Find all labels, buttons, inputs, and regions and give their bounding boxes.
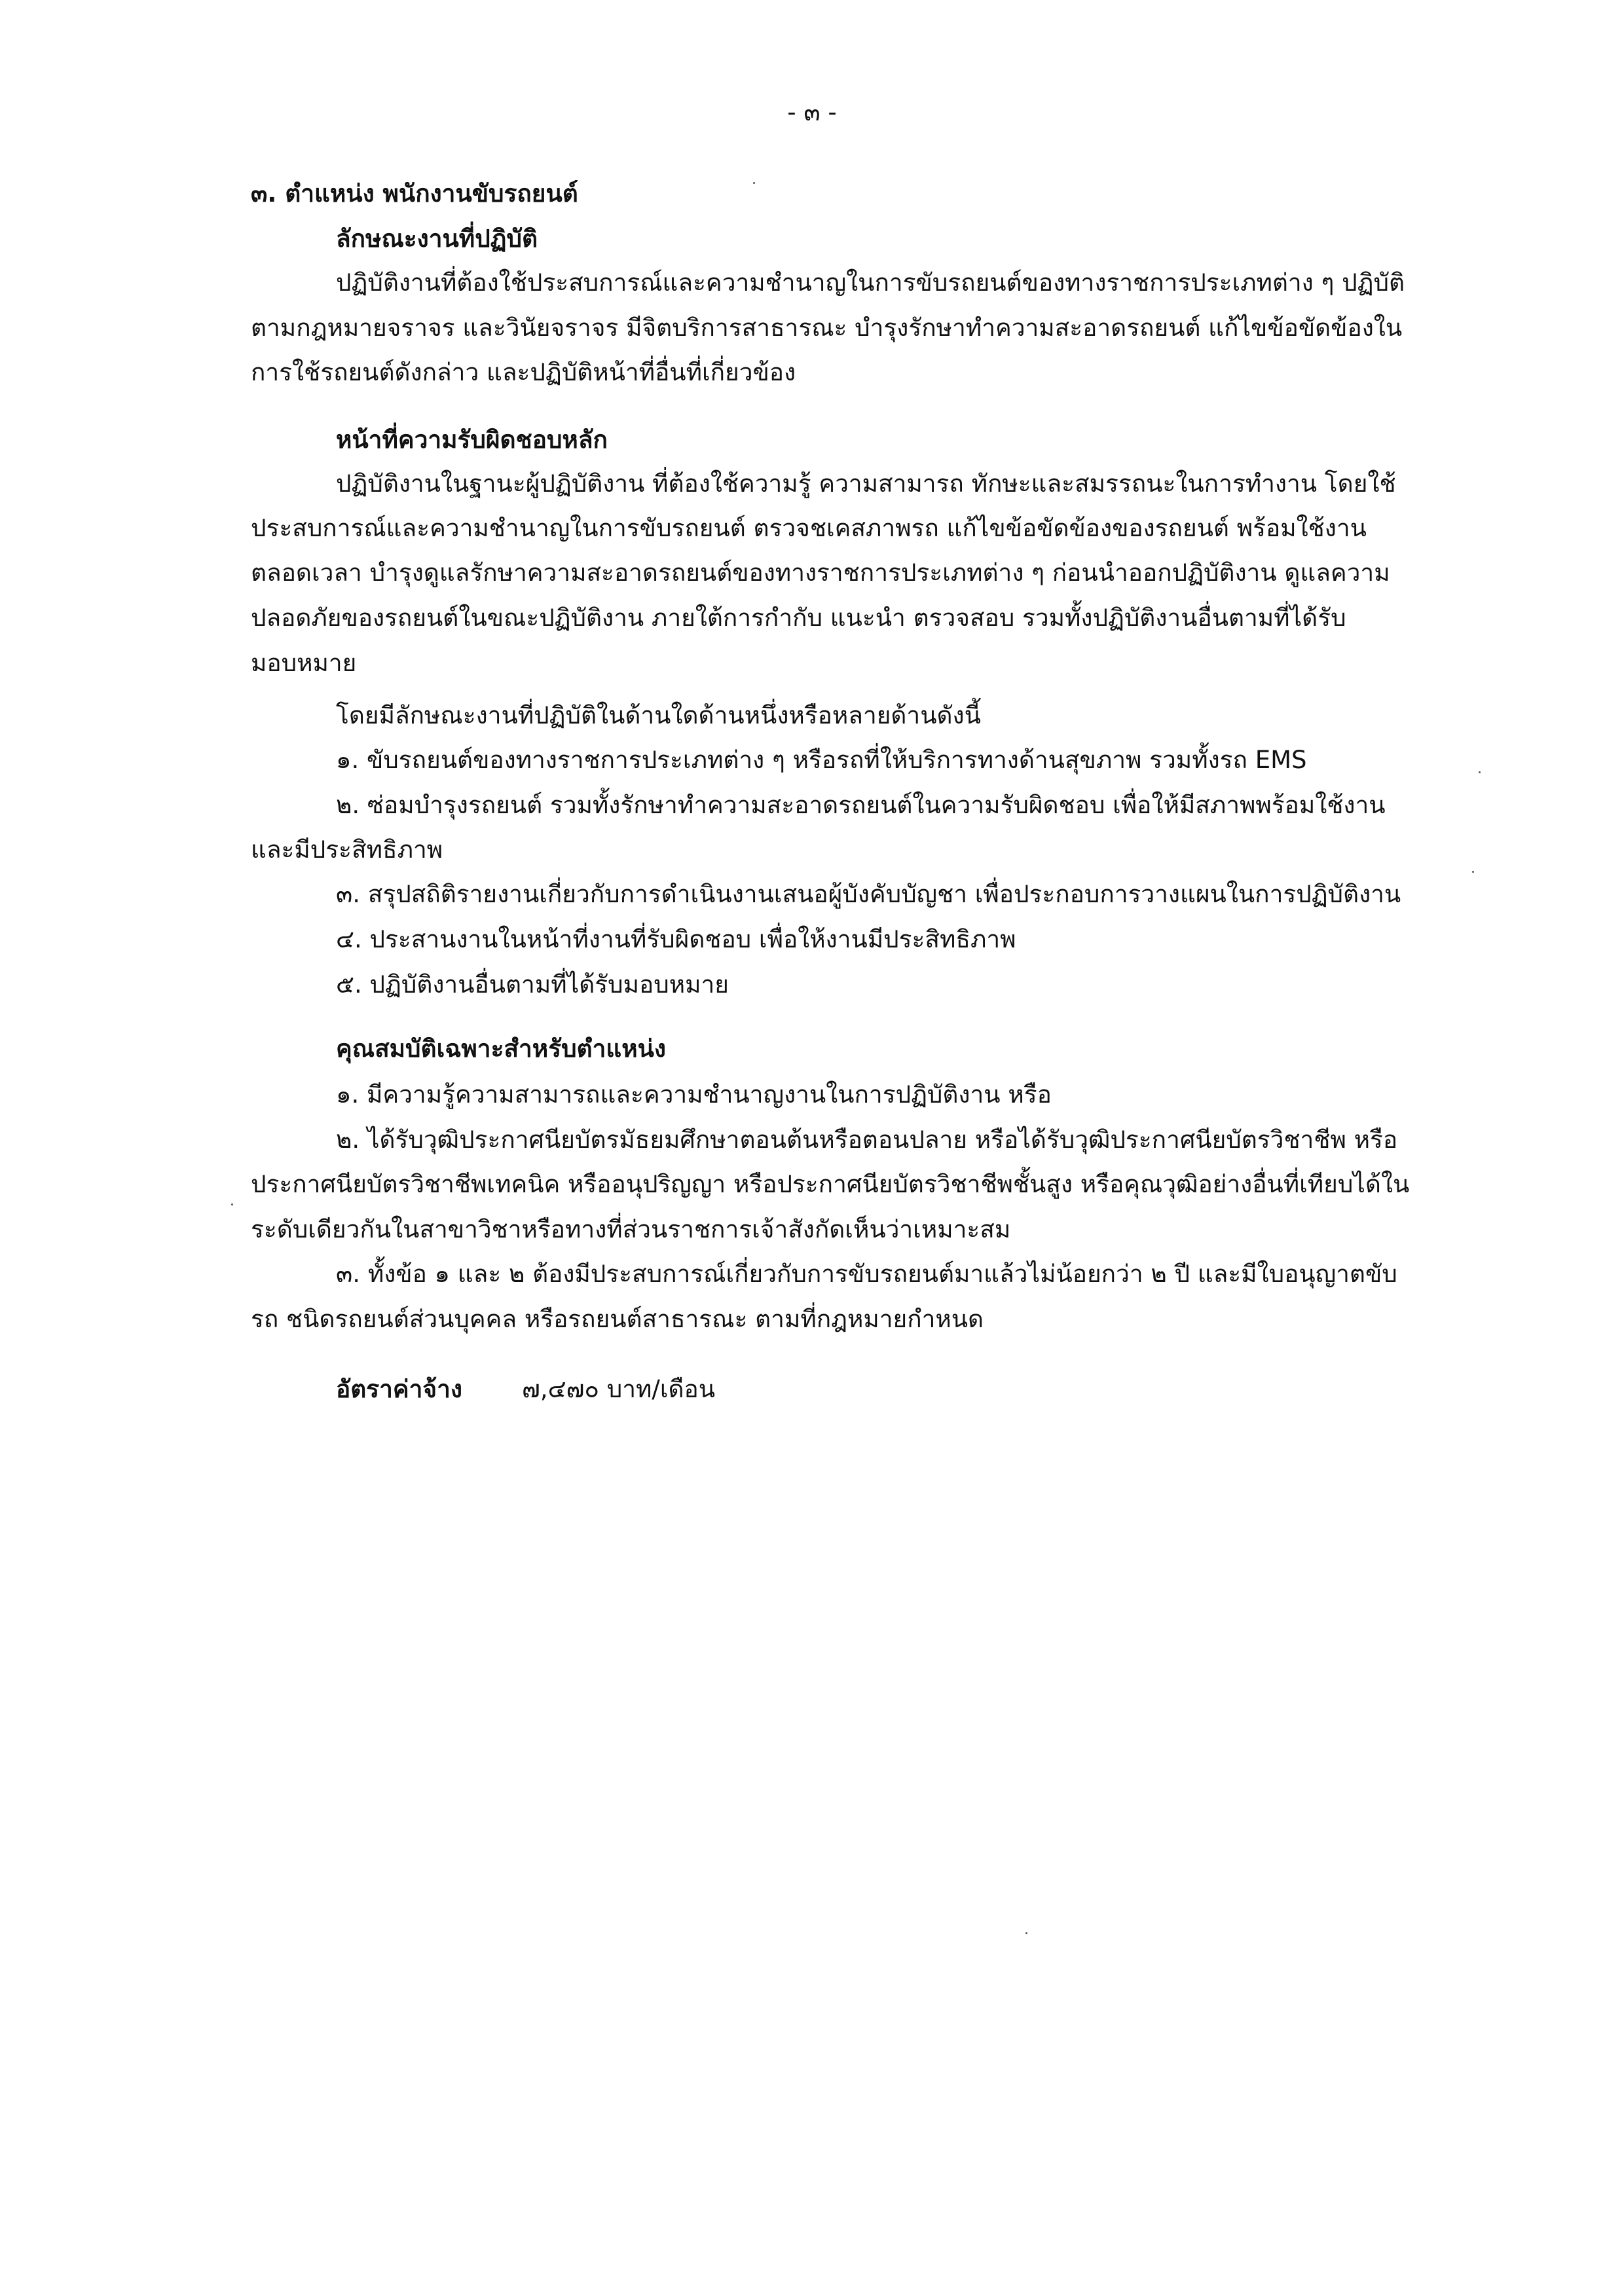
job-nature-line: ปฏิบัติงานที่ต้องใช้ประสบการณ์และความชำนาญในการขับรถยนต์ของทางราชการประเภทต่าง ๆ ปฏิบัติ bbox=[336, 268, 1405, 297]
qualifications-line: ๒. ได้รับวุฒิประกาศนียบัตรมัธยมศึกษาตอนต้นหรือตอนปลาย หรือได้รับวุฒิประกาศนียบัตรวิชาชีพ หรือ bbox=[336, 1126, 1398, 1154]
duties-line: ประสบการณ์และความชำนาญในการขับรถยนต์ ตรวจชเคสภาพรถ แก้ไขข้อขัดข้องของรถยนต์ พร้อมใช้งาน bbox=[251, 514, 1367, 542]
scan-speck bbox=[1472, 871, 1474, 873]
job-nature-line: การใช้รถยนต์ดังกล่าว และปฏิบัติหน้าที่อื่นที่เกี่ยวข้อง bbox=[251, 358, 796, 386]
duties-heading: หน้าที่ความรับผิดชอบหลัก bbox=[336, 426, 608, 454]
duties-item: ๑. ขับรถยนต์ของทางราชการประเภทต่าง ๆ หรือรถที่ให้บริการทางด้านสุขภาพ รวมทั้งรถ EMS bbox=[336, 746, 1307, 774]
qualifications-line: ๑. มีความรู้ความสามารถและความชำนาญงานในการปฏิบัติงาน หรือ bbox=[336, 1080, 1052, 1109]
scan-speck bbox=[1025, 1932, 1027, 1934]
qualifications-line: รถ ชนิดรถยนต์ส่วนบุคคล หรือรถยนต์สาธารณะ ตามที่กฎหมายกำหนด bbox=[251, 1305, 984, 1333]
qualifications-line: ระดับเดียวกันในสาขาวิชาหรือทางที่ส่วนราชการเจ้าสังกัดเห็นว่าเหมาะสม bbox=[251, 1215, 1011, 1243]
duties-intro: โดยมีลักษณะงานที่ปฏิบัติในด้านใดด้านหนึ่งหรือหลายด้านดังนี้ bbox=[336, 701, 981, 729]
scan-speck bbox=[1479, 771, 1481, 773]
duties-item: ๓. สรุปสถิติรายงานเกี่ยวกับการดำเนินงานเสนอผู้บังคับบัญชา เพื่อประกอบการวางแผนในการปฏิบัติงาน bbox=[336, 880, 1401, 908]
qualifications-line: ประกาศนียบัตรวิชาชีพเทคนิค หรืออนุปริญญา หรือประกาศนียบัตรวิชาชีพชั้นสูง หรือคุณวุฒิอย่างอื่นที่เทียบได้ใน bbox=[251, 1170, 1410, 1198]
duties-item: ๔. ประสานงานในหน้าที่งานที่รับผิดชอบ เพื่อให้งานมีประสิทธิภาพ bbox=[336, 925, 1016, 953]
duties-line: ปลอดภัยของรถยนต์ในขณะปฏิบัติงาน ภายใต้การกำกับ แนะนำ ตรวจสอบ รวมทั้งปฏิบัติงานอื่นตามที่ได้รับ bbox=[251, 604, 1346, 632]
scan-speck bbox=[231, 1203, 233, 1205]
scan-speck bbox=[753, 182, 755, 184]
qualifications-heading: คุณสมบัติเฉพาะสำหรับตำแหน่ง bbox=[336, 1035, 666, 1063]
wage-value: ๗,๔๗๐ บาท/เดือน bbox=[522, 1375, 716, 1403]
duties-line: ปฏิบัติงานในฐานะผู้ปฏิบัติงาน ที่ต้องใช้ความรู้ ความสามารถ ทักษะและสมรรถนะในการทำงาน โดยใช้ bbox=[336, 469, 1396, 498]
duties-item: และมีประสิทธิภาพ bbox=[251, 835, 443, 864]
position-heading: ๓. ตำแหน่ง พนักงานขับรถยนต์ bbox=[251, 179, 578, 208]
job-nature-line: ตามกฎหมายจราจร และวินัยจราจร มีจิตบริการสาธารณะ บำรุงรักษาทำความสะอาดรถยนต์ แก้ไขข้อขัดข้องใน bbox=[251, 314, 1403, 342]
job-nature-heading: ลักษณะงานที่ปฏิบัติ bbox=[336, 225, 538, 253]
wage-label: อัตราค่าจ้าง bbox=[336, 1375, 462, 1403]
qualifications-line: ๓. ทั้งข้อ ๑ และ ๒ ต้องมีประสบการณ์เกี่ยวกับการขับรถยนต์มาแล้วไม่น้อยกว่า ๒ ปี และมีใบอนุญาตขับ bbox=[336, 1260, 1397, 1288]
duties-line: ตลอดเวลา บำรุงดูแลรักษาความสะอาดรถยนต์ของทางราชการประเภทต่าง ๆ ก่อนนำออกปฏิบัติงาน ดูแลความ bbox=[251, 559, 1390, 587]
duties-item: ๒. ซ่อมบำรุงรถยนต์ รวมทั้งรักษาทำความสะอาดรถยนต์ในความรับผิดชอบ เพื่อให้มีสภาพพร้อมใช้งาน bbox=[336, 791, 1386, 819]
page-number: - ๓ - bbox=[787, 98, 837, 126]
duties-item: ๕. ปฏิบัติงานอื่นตามที่ได้รับมอบหมาย bbox=[336, 970, 729, 999]
duties-line: มอบหมาย bbox=[251, 649, 357, 677]
